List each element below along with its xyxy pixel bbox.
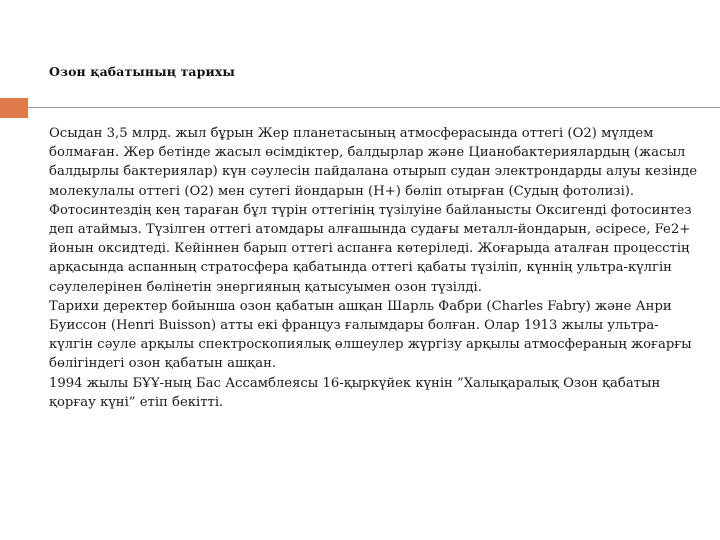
title-divider-line xyxy=(28,107,720,108)
paragraph-ozone-day: 1994 жылы БҰҰ-ның Бас Ассамблеясы 16-қыркүйек күнін ”Халықаралық Озон қабатын қорғау күні” етіп бекітті. xyxy=(49,375,661,410)
accent-square xyxy=(0,98,28,118)
body-text xyxy=(49,124,699,412)
slide-title: Озон қабатының тарихы xyxy=(49,64,236,79)
paragraph-ozone-formation: Осыдан 3,5 млрд. жыл бұрын Жер планетасының атмосферасында оттегі (О2) мүлдем болмаған. Жер бетінде жасыл өсімдіктер, балдырлар және Цианобактериялардың (жасыл балдырлы бактериялар) күн сәулесін пайдалана отырып судан электрондарды алуы кезінде молекулалы оттегі (О2) мен сутегі йондарын (Н+) бөліп отырған (Судың фотолизі). Фотосинтездің кең тараған бұл түрін оттегінің түзілуіне байланысты Оксигенді фотосинтез деп атаймыз. Түзілген оттегі атомдары алғашында судағы металл-йондарын, әсіресе, Fe2+ йонын оксидтеді. Кейіннен барып оттегі аспанға көтеріледі. Жоғарыда аталған процесстің арқасында аспанның стратосфера қабатында оттегі қабаты түзіліп, күннің ультра-күлгін сәулелерінен бөлінетін энергияның қатысуымен озон түзілді. xyxy=(49,126,698,295)
paragraph-ozone-discovery: Тарихи деректер бойынша озон қабатын ашқан Шарль Фабри (Charles Fabry) және Анри Буиссон (Henri Buisson) атты екі француз ғалымдары болған. Олар 1913 жылы ультра-күлгін сәуле арқылы спектроскопиялық өлшеулер жүргізу арқылы атмосфераның жоғарғы бөлігіндегі озон қабатын ашқан. xyxy=(49,298,692,372)
